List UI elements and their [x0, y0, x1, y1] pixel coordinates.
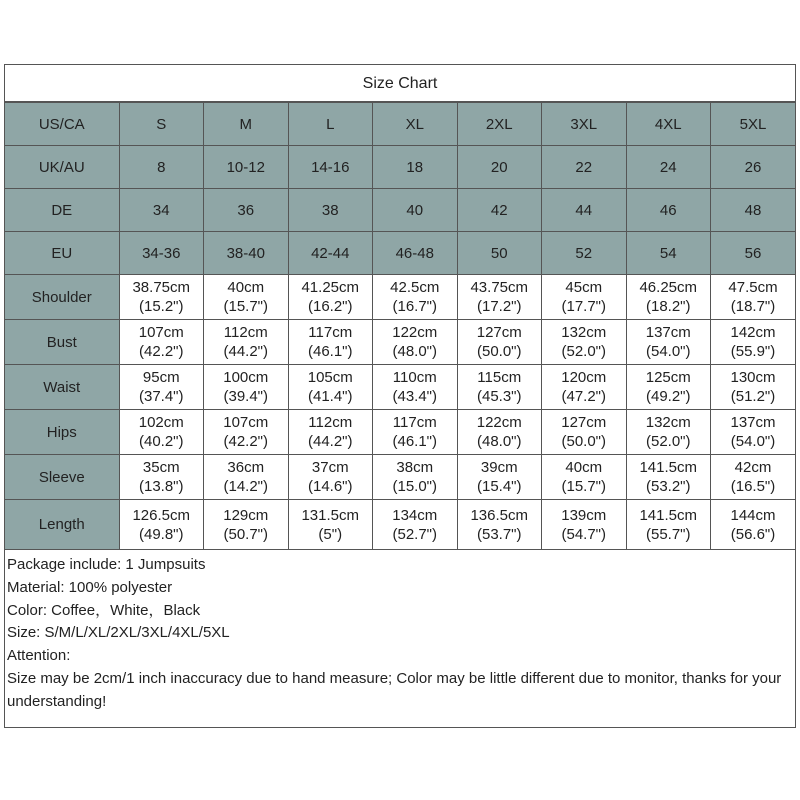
measure-cell [711, 320, 796, 365]
inch-value: (52.0") [561, 343, 606, 360]
inch-value: (46.1") [392, 433, 437, 450]
row-label: Hips [5, 410, 119, 455]
inch-value: (50.7") [223, 525, 268, 543]
inch-value: (47.2") [561, 388, 606, 405]
size-cell: 18 [373, 146, 458, 189]
cm-value: 122cm [476, 414, 522, 431]
inch-value: (48.0") [392, 343, 437, 360]
inch-value: (15.7") [561, 478, 606, 495]
measure-cell [626, 275, 711, 320]
measure-cell [711, 500, 796, 550]
cm-value: 36cm [227, 459, 265, 476]
measure-cell [542, 500, 627, 550]
inch-value: (15.7") [223, 298, 268, 315]
size-cell: 56 [711, 232, 796, 275]
inch-value: (54.0") [730, 433, 776, 450]
measure-cell [542, 455, 627, 500]
measure-cell [288, 410, 373, 455]
measure-cell [119, 455, 204, 500]
row-label: UK/AU [5, 146, 119, 189]
size-cell: 8 [119, 146, 204, 189]
measure-cell [626, 365, 711, 410]
size-cell: 46-48 [373, 232, 458, 275]
cm-value: 38.75cm [132, 279, 191, 296]
row-label: DE [5, 189, 119, 232]
inch-value: (48.0") [476, 433, 522, 450]
row-label: Shoulder [5, 275, 119, 320]
inch-value: (14.2") [223, 478, 268, 495]
size-cell: 26 [711, 146, 796, 189]
row-label: Sleeve [5, 455, 119, 500]
cm-value: 122cm [392, 324, 438, 341]
measure-row-length [5, 500, 795, 550]
cm-value: 40cm [227, 279, 265, 296]
cm-value: 129cm [223, 506, 269, 524]
measure-cell [457, 500, 542, 550]
inch-value: (17.7") [561, 298, 606, 315]
size-cell: 20 [457, 146, 542, 189]
inch-value: (55.9") [730, 343, 776, 360]
size-cell: 52 [542, 232, 627, 275]
measure-cell [457, 320, 542, 365]
size-cell: 2XL [457, 103, 542, 146]
inch-value: (50.0") [561, 433, 606, 450]
size-cell: L [288, 103, 373, 146]
inch-value: (16.5") [730, 478, 776, 495]
size-row-us-ca [5, 103, 795, 146]
inch-value: (53.2") [645, 478, 691, 495]
cm-value: 42cm [734, 459, 772, 476]
cm-value: 107cm [138, 324, 184, 341]
cm-value: 41.25cm [301, 279, 360, 296]
measure-cell [373, 500, 458, 550]
measure-cell [711, 410, 796, 455]
measure-cell [373, 320, 458, 365]
measure-cell [626, 320, 711, 365]
cm-value: 100cm [223, 369, 269, 386]
size-cell: 14-16 [288, 146, 373, 189]
size-cell: 22 [542, 146, 627, 189]
size-cell: 5XL [711, 103, 796, 146]
size-cell: S [119, 103, 204, 146]
size-cell: 50 [457, 232, 542, 275]
measure-row-hips [5, 410, 795, 455]
cm-value: 127cm [561, 414, 607, 431]
measure-cell [288, 455, 373, 500]
size-cell: 46 [626, 189, 711, 232]
inch-value: (18.2") [645, 298, 691, 315]
size-cell: 38-40 [204, 232, 289, 275]
note-package: Package include: 1 Jumpsuits [7, 556, 206, 573]
measure-cell [288, 500, 373, 550]
measure-row-sleeve [5, 455, 795, 500]
row-label: US/CA [5, 103, 119, 146]
inch-value: (40.2") [138, 433, 184, 450]
size-cell: 54 [626, 232, 711, 275]
measure-cell [119, 320, 204, 365]
cm-value: 112cm [308, 414, 353, 431]
cm-value: 102cm [138, 414, 184, 431]
cm-value: 107cm [223, 414, 269, 431]
measure-cell [542, 320, 627, 365]
inch-value: (17.2") [476, 298, 522, 315]
cm-value: 132cm [561, 324, 607, 341]
measure-cell [373, 455, 458, 500]
measure-cell [542, 365, 627, 410]
inch-value: (53.7") [476, 525, 522, 543]
measure-cell [119, 410, 204, 455]
cm-value: 40cm [565, 459, 603, 476]
size-table [5, 102, 795, 550]
inch-value: (15.4") [476, 478, 522, 495]
inch-value: (50.0") [476, 343, 522, 360]
cm-value: 42.5cm [390, 279, 440, 296]
size-cell: 38 [288, 189, 373, 232]
size-chart-sheet [4, 64, 796, 728]
cm-value: 39cm [480, 459, 518, 476]
size-row-uk-au [5, 146, 795, 189]
size-row-de [5, 189, 795, 232]
measure-cell [119, 365, 204, 410]
measure-cell [288, 320, 373, 365]
cm-value: 125cm [645, 369, 691, 386]
inch-value: (43.4") [392, 388, 437, 405]
cm-value: 37cm [311, 459, 349, 476]
size-cell: 48 [711, 189, 796, 232]
inch-value: (5") [318, 525, 343, 543]
size-cell: 40 [373, 189, 458, 232]
inch-value: (54.7") [561, 525, 606, 543]
cm-value: 43.75cm [470, 279, 529, 296]
cm-value: 132cm [645, 414, 691, 431]
inch-value: (56.6") [730, 525, 776, 543]
measure-cell [711, 365, 796, 410]
inch-value: (41.4") [307, 388, 353, 405]
inch-value: (16.2") [307, 298, 353, 315]
cm-value: 95cm [142, 369, 180, 386]
measure-cell [288, 365, 373, 410]
inch-value: (15.2") [138, 298, 184, 315]
size-cell: 34 [119, 189, 204, 232]
size-cell: M [204, 103, 289, 146]
inch-value: (49.8") [138, 525, 184, 543]
inch-value: (18.7") [730, 298, 776, 315]
row-label: Length [5, 500, 119, 550]
measure-cell [373, 410, 458, 455]
cm-value: 110cm [392, 369, 437, 386]
cm-value: 120cm [561, 369, 607, 386]
size-cell: 44 [542, 189, 627, 232]
inch-value: (54.0") [645, 343, 691, 360]
measure-cell [119, 275, 204, 320]
cm-value: 46.25cm [639, 279, 698, 296]
inch-value: (51.2") [730, 388, 776, 405]
inch-value: (42.2") [223, 433, 268, 450]
cm-value: 117cm [392, 414, 437, 431]
cm-value: 127cm [476, 324, 522, 341]
cm-value: 115cm [477, 369, 522, 386]
measure-cell [626, 455, 711, 500]
product-notes [5, 550, 795, 714]
note-disclaimer: Size may be 2cm/1 inch inaccuracy due to hand measure; Color may be little different due to monitor, thanks for your understanding! [7, 669, 782, 710]
cm-value: 35cm [142, 459, 180, 476]
size-cell: 4XL [626, 103, 711, 146]
note-color: Color: Coffee，White，Black [7, 601, 201, 619]
size-cell: XL [373, 103, 458, 146]
measure-row-bust [5, 320, 795, 365]
measure-cell [457, 275, 542, 320]
inch-value: (15.0") [392, 478, 437, 495]
cm-value: 117cm [308, 324, 353, 341]
cm-value: 137cm [730, 414, 776, 431]
measure-cell [204, 455, 289, 500]
row-label: Bust [5, 320, 119, 365]
measure-cell [711, 455, 796, 500]
size-cell: 10-12 [204, 146, 289, 189]
size-cell: 34-36 [119, 232, 204, 275]
inch-value: (45.3") [476, 388, 522, 405]
inch-value: (52.7") [392, 525, 437, 543]
size-cell: 3XL [542, 103, 627, 146]
cm-value: 126.5cm [132, 506, 191, 524]
size-chart-title: Size Chart [5, 65, 795, 102]
inch-value: (44.2") [223, 343, 268, 360]
measure-row-waist [5, 365, 795, 410]
note-attention: Attention: [7, 647, 71, 665]
inch-value: (13.8") [138, 478, 184, 495]
size-cell: 36 [204, 189, 289, 232]
measure-cell [457, 365, 542, 410]
cm-value: 141.5cm [639, 506, 698, 524]
cm-value: 112cm [223, 324, 268, 341]
cm-value: 136.5cm [470, 506, 529, 524]
size-row-eu [5, 232, 795, 275]
size-cell: 42 [457, 189, 542, 232]
cm-value: 141.5cm [639, 459, 698, 476]
inch-value: (16.7") [392, 298, 437, 315]
measure-cell [119, 500, 204, 550]
measure-cell [288, 275, 373, 320]
measure-cell [457, 410, 542, 455]
cm-value: 134cm [392, 506, 438, 524]
measure-cell [457, 455, 542, 500]
row-label: Waist [5, 365, 119, 410]
inch-value: (44.2") [307, 433, 353, 450]
measure-cell [204, 320, 289, 365]
note-size: Size: S/M/L/XL/2XL/3XL/4XL/5XL [7, 624, 230, 642]
cm-value: 47.5cm [728, 279, 778, 296]
inch-value: (42.2") [138, 343, 184, 360]
inch-value: (14.6") [307, 478, 353, 495]
inch-value: (52.0") [645, 433, 691, 450]
inch-value: (46.1") [307, 343, 353, 360]
measure-cell [204, 275, 289, 320]
measure-cell [204, 500, 289, 550]
measure-cell [373, 275, 458, 320]
measure-cell [626, 410, 711, 455]
measure-cell [626, 500, 711, 550]
cm-value: 137cm [645, 324, 691, 341]
inch-value: (39.4") [223, 388, 268, 405]
row-label: EU [5, 232, 119, 275]
cm-value: 139cm [561, 506, 607, 524]
cm-value: 131.5cm [301, 506, 360, 524]
size-cell: 24 [626, 146, 711, 189]
inch-value: (49.2") [645, 388, 691, 405]
inch-value: (55.7") [645, 525, 691, 543]
cm-value: 144cm [730, 506, 776, 524]
measure-cell [373, 365, 458, 410]
cm-value: 38cm [396, 459, 434, 476]
measure-cell [542, 410, 627, 455]
measure-cell [542, 275, 627, 320]
measure-cell [711, 275, 796, 320]
inch-value: (37.4") [138, 388, 184, 405]
measure-cell [204, 410, 289, 455]
measure-cell [204, 365, 289, 410]
size-cell: 42-44 [288, 232, 373, 275]
cm-value: 142cm [730, 324, 776, 341]
cm-value: 105cm [307, 369, 353, 386]
measure-row-shoulder [5, 275, 795, 320]
cm-value: 130cm [730, 369, 776, 386]
cm-value: 45cm [565, 279, 603, 296]
note-material: Material: 100% polyester [7, 578, 173, 596]
